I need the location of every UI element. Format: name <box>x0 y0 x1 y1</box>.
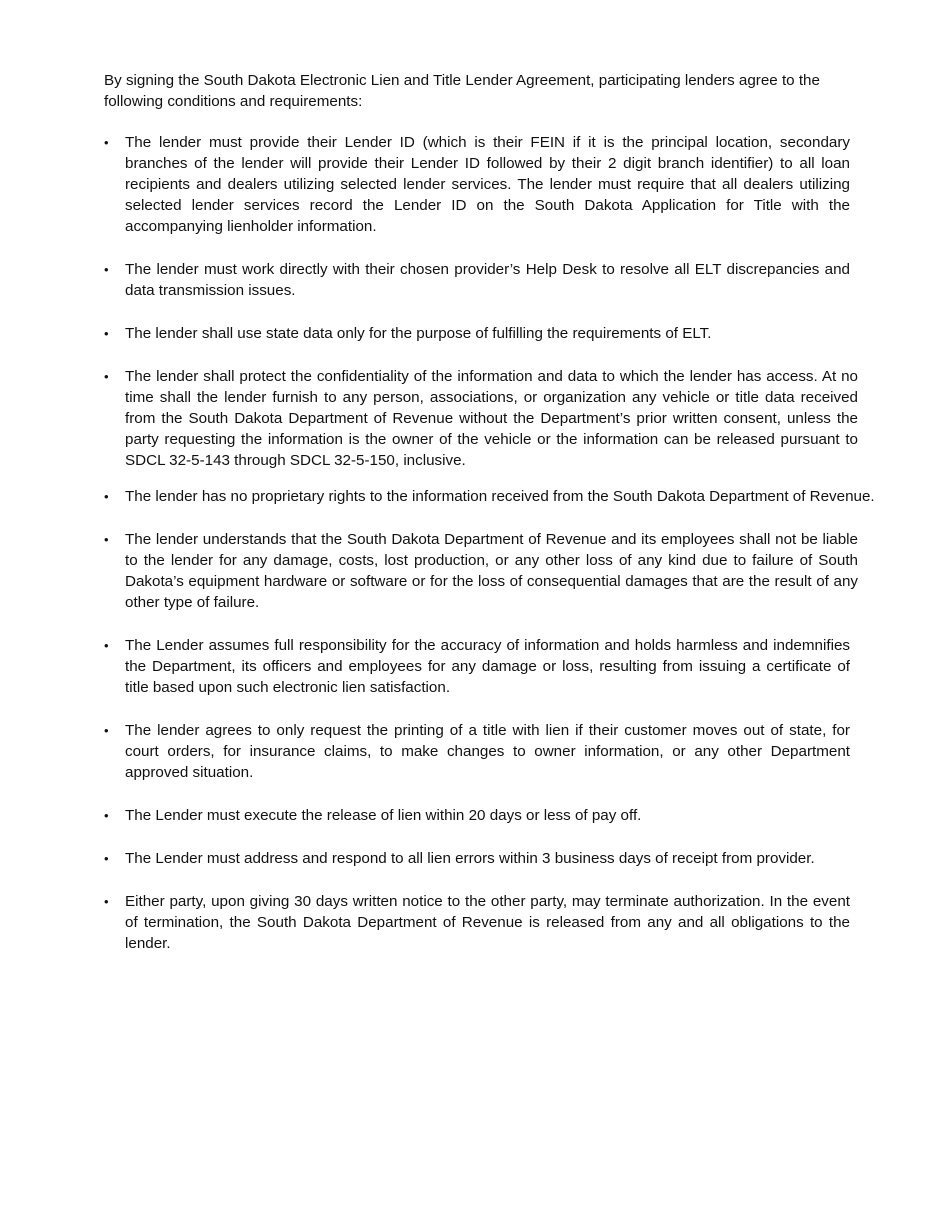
condition-text: The lender must work directly with their chosen provider’s Help Desk to resolve all ELT discrepancies and data transmission issues. <box>125 261 850 299</box>
condition-text: The Lender assumes full responsibility for the accuracy of information and holds harmless and indemnifies the Department, its officers and employees for any damage or loss, resulting from issuing a certificate of title based upon such electronic lien satisfaction. <box>125 637 850 696</box>
condition-text: The lender has no proprietary rights to the information received from the South Dakota Department of Revenue. <box>125 488 875 505</box>
bullet-icon: • <box>104 638 109 653</box>
bullet-icon: • <box>104 894 109 909</box>
condition-item-responsibility <box>104 635 850 698</box>
bullet-icon: • <box>104 369 109 384</box>
condition-text: The lender shall use state data only for the purpose of fulfilling the requirements of ELT. <box>125 325 712 342</box>
bullet-icon: • <box>104 532 109 547</box>
condition-text: The Lender must address and respond to all lien errors within 3 business days of receipt from provider. <box>125 850 815 867</box>
bullet-icon: • <box>104 808 109 823</box>
bullet-icon: • <box>104 326 109 341</box>
bullet-icon: • <box>104 489 109 504</box>
intro-paragraph: By signing the South Dakota Electronic Lien and Title Lender Agreement, participating lenders agree to the following conditions and requirements: <box>104 72 820 110</box>
condition-item-proprietary-rights <box>104 486 930 507</box>
condition-item-liability <box>104 529 858 613</box>
condition-item-lender-id <box>104 132 850 237</box>
bullet-icon: • <box>104 135 109 150</box>
condition-item-title-printing <box>104 720 850 783</box>
condition-text: The lender agrees to only request the printing of a title with lien if their customer moves out of state, for court orders, for insurance claims, to make changes to owner information, or any other Department approved situation. <box>125 722 850 781</box>
condition-item-lien-release <box>104 805 850 826</box>
condition-item-confidentiality <box>104 366 858 471</box>
bullet-icon: • <box>104 723 109 738</box>
condition-text: The lender understands that the South Dakota Department of Revenue and its employees shall not be liable to the lender for any damage, costs, lost production, or any other loss of any kind due to failure of South Dakota’s equipment hardware or software or for the loss of consequential damages that are the result of any other type of failure. <box>125 531 858 611</box>
condition-text: The lender must provide their Lender ID (which is their FEIN if it is the principal location, secondary branches of the lender will provide their Lender ID followed by their 2 digit branch identifier) to all loan recipients and dealers utilizing selected lender services. The lender must require that all dealers utilizing selected lender services record the Lender ID on the South Dakota Application for Title with the accompanying lienholder information. <box>125 134 850 235</box>
condition-text: The lender shall protect the confidentiality of the information and data to which the lender has access. At no time shall the lender furnish to any person, associations, or organization any vehicle or title data received from the South Dakota Department of Revenue without the Department’s prior written consent, unless the party requesting the information is the owner of the vehicle or the information can be released pursuant to SDCL 32-5-143 through SDCL 32-5-150, inclusive. <box>125 368 858 469</box>
conditions-list <box>104 132 875 954</box>
condition-text: Either party, upon giving 30 days written notice to the other party, may terminate authorization. In the event of termination, the South Dakota Department of Revenue is released from any and all obligations to the lender. <box>125 893 850 952</box>
bullet-icon: • <box>104 851 109 866</box>
condition-item-state-data <box>104 323 850 344</box>
agreement-document <box>104 70 875 976</box>
condition-item-termination <box>104 891 850 954</box>
bullet-icon: • <box>104 262 109 277</box>
condition-text: The Lender must execute the release of lien within 20 days or less of pay off. <box>125 807 642 824</box>
condition-item-help-desk <box>104 259 850 301</box>
condition-item-lien-errors <box>104 848 850 869</box>
